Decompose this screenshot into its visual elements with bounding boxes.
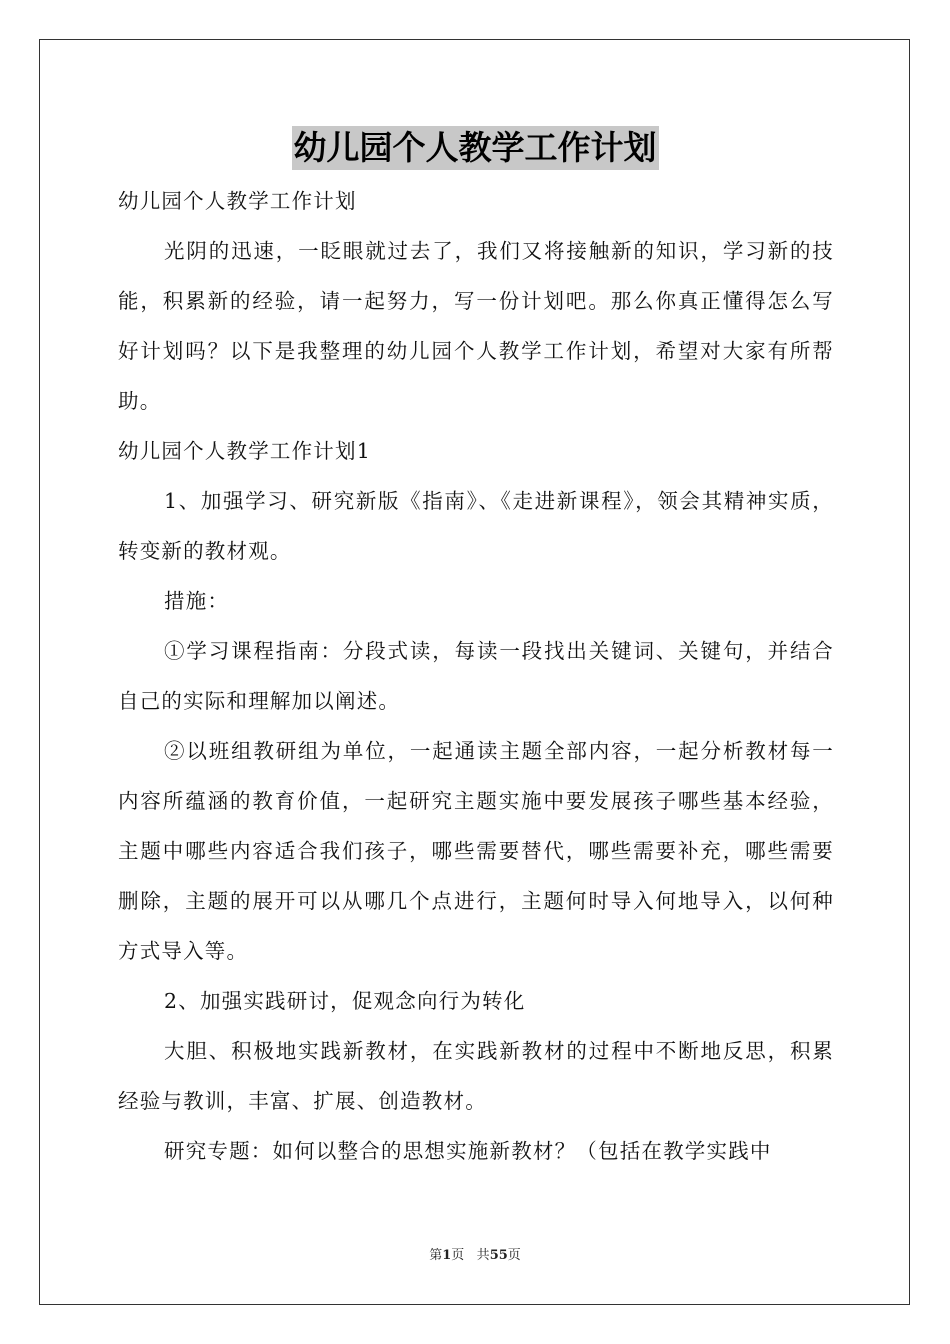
paragraph: 2、加强实践研讨，促观念向行为转化 (164, 989, 526, 1013)
paragraph: 幼儿园个人教学工作计划 (118, 189, 357, 213)
paragraph: 措施： (164, 589, 230, 613)
paragraph: 研究专题：如何以整合的思想实施新教材？（包括在教学实践中 (164, 1139, 772, 1163)
paragraph: 幼儿园个人教学工作计划1 (118, 439, 371, 463)
footer-prefix: 第 (429, 1248, 443, 1263)
document-title: 幼儿园个人教学工作计划 (292, 126, 659, 170)
footer-total-pages: 55 (489, 1248, 508, 1263)
footer-total-suffix: 页 (507, 1248, 521, 1263)
footer-total-prefix: 共 (476, 1248, 490, 1263)
title-container (0, 126, 950, 170)
footer-page-suffix: 页 (451, 1248, 465, 1263)
paragraph: ②以班组教研组为单位，一起通读主题全部内容，一起分析教材每一内容所蕴涵的教育价值，一起研究主题实施中要发展孩子哪些基本经验，主题中哪些内容适合我们孩子，哪些需要替代，哪些需要补充，哪些需要删除，主题的展开可以从哪几个点进行，主题何时导入何地导入，以何种方式导入等。 (118, 739, 834, 963)
footer-page-number: 1 (442, 1248, 452, 1263)
paragraph: ①学习课程指南：分段式读，每读一段找出关键词、关键句，并结合自己的实际和理解加以阐述。 (118, 639, 834, 713)
paragraph: 1、加强学习、研究新版《指南》、《走进新课程》，领会其精神实质，转变新的教材观。 (118, 489, 834, 563)
document-body (118, 176, 834, 1176)
paragraph: 大胆、积极地实践新教材，在实践新教材的过程中不断地反思，积累经验与教训，丰富、扩展、创造教材。 (118, 1039, 834, 1113)
paragraph: 光阴的迅速，一眨眼就过去了，我们又将接触新的知识，学习新的技能，积累新的经验，请一起努力，写一份计划吧。那么你真正懂得怎么写好计划吗？以下是我整理的幼儿园个人教学工作计划，希望对大家有所帮助。 (118, 239, 834, 413)
page-footer (0, 1247, 950, 1265)
